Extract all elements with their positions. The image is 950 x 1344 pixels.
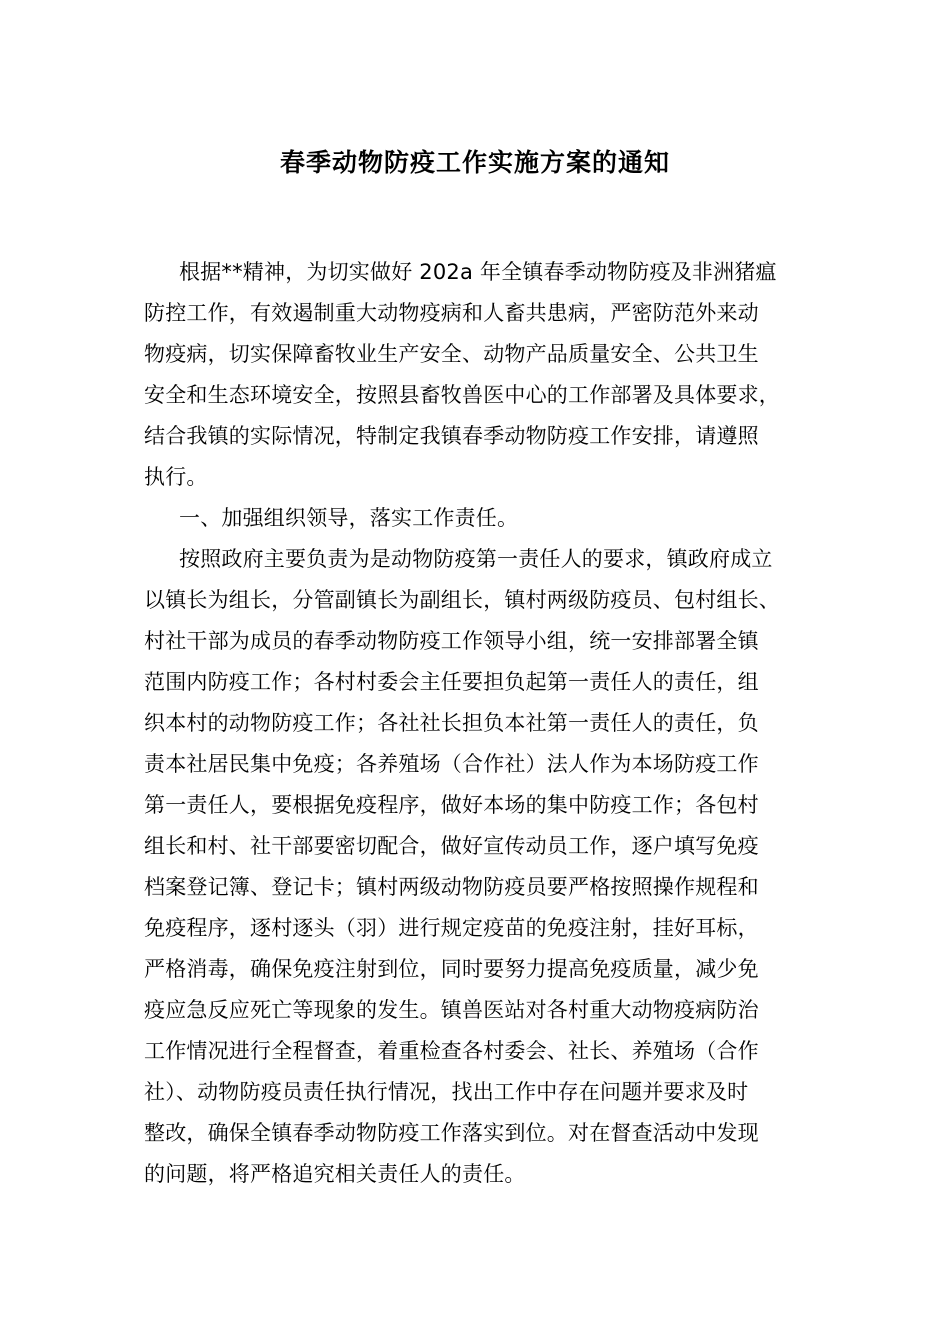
paragraph-line: 防控工作，有效遏制重大动物疫病和人畜共患病，严密防范外来动 [144, 301, 759, 325]
paragraph-line: 档案登记簿、登记卡；镇村两级动物防疫员要严格按照操作规程和 [144, 875, 759, 899]
document-title: 春季动物防疫工作实施方案的通知 [279, 148, 670, 177]
paragraph-line: 组长和村、社干部要密切配合，做好宣传动员工作，逐户填写免疫 [144, 834, 759, 858]
paragraph-line: 免疫程序，逐村逐头（羽）进行规定疫苗的免疫注射，挂好耳标， [144, 916, 759, 940]
paragraph-line: 物疫病，切实保障畜牧业生产安全、动物产品质量安全、公共卫生 [144, 342, 759, 366]
paragraph-line: 结合我镇的实际情况，特制定我镇春季动物防疫工作安排，请遵照 [144, 424, 759, 448]
paragraph-line: 严格消毒，确保免疫注射到位，同时要努力提高免疫质量，减少免 [144, 957, 759, 981]
document-body [144, 252, 828, 1195]
paragraph-line: 疫应急反应死亡等现象的发生。镇兽医站对各村重大动物疫病防治 [144, 998, 759, 1022]
paragraph-line: 村社干部为成员的春季动物防疫工作领导小组，统一安排部署全镇 [144, 629, 759, 653]
paragraph-line: 以镇长为组长，分管副镇长为副组长，镇村两级防疫员、包村组长、 [144, 588, 780, 612]
paragraph-line: 执行。 [144, 465, 208, 489]
paragraph-line: 按照政府主要负责为是动物防疫第一责任人的要求，镇政府成立 [179, 547, 773, 571]
paragraph-line: 社）、动物防疫员责任执行情况，找出工作中存在问题并要求及时 [144, 1080, 749, 1104]
paragraph-line: 责本社居民集中免疫；各养殖场（合作社）法人作为本场防疫工作 [144, 752, 759, 776]
paragraph-line: 的问题，将严格追究相关责任人的责任。 [144, 1162, 526, 1186]
paragraph-line: 工作情况进行全程督查，着重检查各村委会、社长、养殖场（合作 [144, 1039, 759, 1063]
paragraph-line: 第一责任人，要根据免疫程序，做好本场的集中防疫工作；各包村 [144, 793, 759, 817]
paragraph-line: 范围内防疫工作；各村村委会主任要担负起第一责任人的责任，组 [144, 670, 759, 694]
paragraph-line: 安全和生态环境安全，按照县畜牧兽医中心的工作部署及具体要求， [144, 383, 780, 407]
paragraph-line: 织本村的动物防疫工作；各社社长担负本社第一责任人的责任，负 [144, 711, 759, 735]
paragraph-line: 根据**精神，为切实做好 202a 年全镇春季动物防疫及非洲猪瘟 [179, 260, 777, 284]
paragraph-line: 整改，确保全镇春季动物防疫工作落实到位。对在督查活动中发现 [144, 1121, 759, 1145]
section-heading: 一、加强组织领导，落实工作责任。 [179, 506, 519, 530]
